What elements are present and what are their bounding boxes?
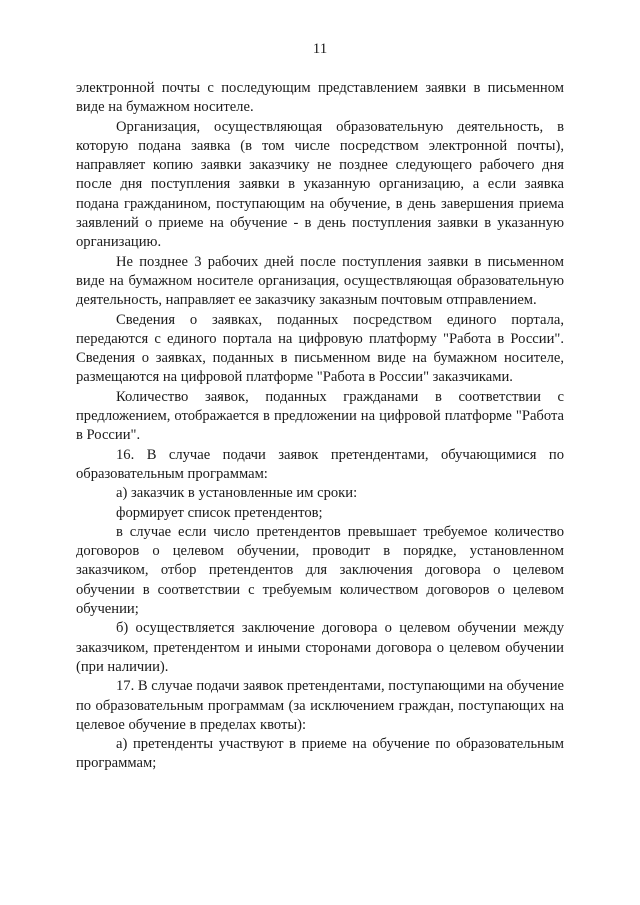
paragraph-clause-16-a: а) заказчик в установленные им сроки: [116,485,358,502]
paragraph-clause-16-b: б) осуществляется заключение договора о целевом обучении между заказчиком, претендентом и иными сторонами договора о целевом обучении (при наличии). [76,620,564,675]
paragraph-candidate-selection: в случае если число претендентов превышает требуемое количество договоров о целевом обучении, проводит в порядке, установленном заказчиком, отбор претендентов для заключения договора о целевом обучении в соответствии с требуемым количеством договоров о целевом обучении; [76,523,564,618]
document-body [76,79,564,774]
page-number: 11 [312,41,328,57]
paragraph-clause-17: 17. В случае подачи заявок претендентами, поступающими на обучение по образовательным программам (за исключением граждан, поступающих на целевое обучение в пределах квоты): [76,678,564,733]
paragraph-application-info-transfer: Сведения о заявках, поданных посредством единого портала, передаются с единого портала на цифровую платформу "Работа в России". Сведения о заявках, поданных в письменном виде на бумажном носителе, размещаются на цифровой платформе "Работа в России" заказчиками. [76,311,564,386]
paragraph-email-continuation: электронной почты с последующим представлением заявки в письменном виде на бумажном носителе. [76,80,564,116]
paragraph-clause-16: 16. В случае подачи заявок претендентами, обучающимися по образовательным программам: [76,446,564,482]
paragraph-clause-17-a: а) претенденты участвуют в приеме на обучение по образовательным программам; [76,736,564,772]
paragraph-application-count: Количество заявок, поданных гражданами в соответствии с предложением, отображается в предложении на цифровой платформе "Работа в России". [76,388,564,444]
paragraph-forms-candidate-list: формирует список претендентов; [116,504,323,521]
paragraph-paper-application-deadline: Не позднее 3 рабочих дней после поступления заявки в письменном виде на бумажном носителе организация, осуществляющая образовательную деятельность, направляет ее заказчику заказным почтовым отправлением. [76,253,564,309]
paragraph-organization-forwards-copy: Организация, осуществляющая образовательную деятельность, в которую подана заявка (в том числе посредством электронной почты), направляет копию заявки заказчику не позднее следующего рабочего дня после дня поступления заявки в указанную организацию, а если заявка подана гражданином, поступающим на обучение, в день завершения приема заявлений о приеме на обучение - в день поступления заявки в указанную организацию. [76,118,564,251]
